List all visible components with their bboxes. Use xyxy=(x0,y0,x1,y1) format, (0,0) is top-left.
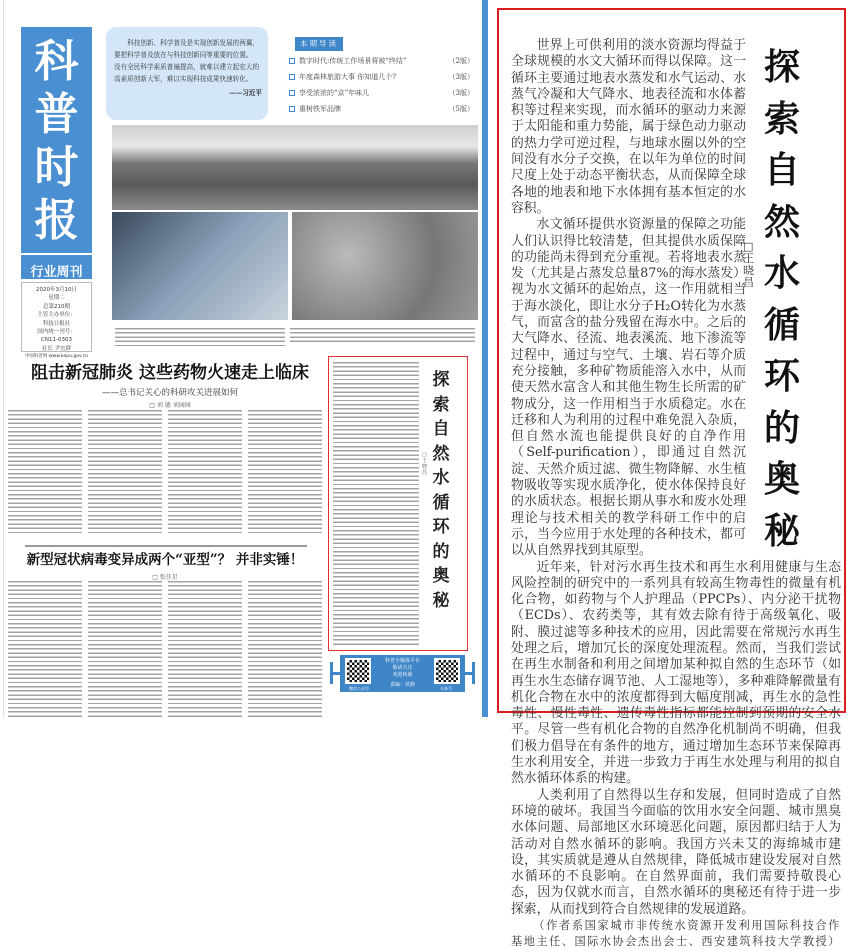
qr-connector xyxy=(472,662,475,684)
article-2-body xyxy=(8,581,322,717)
lunar-terrain-photo xyxy=(292,212,478,320)
headline-1[interactable]: 阻击新冠肺炎 这些药物火速走上临床 xyxy=(18,362,322,384)
feature-author xyxy=(743,241,757,289)
paragraph: 近年来，针对污水再生技术和再生水利用健康与生态风险控制的研究中的一系列具有较高生物毒性的微量有机化合物，如药物与个人护理品（PPCPs）、内分泌干扰物（ECDs）、农药类等，其有效去除有待于高级氧化、吸附、膜过滤等多种技术的应用，因此需要在常规污水再生处理之后，增加冗长的深度处理流程。然而，当我们尝试在再生水制备和利用之间增加某种拟自然的生态环节（如再生水生态储存调节池、人工湿地等），多种难降解微量有机化合物在水中的浓度都得到大幅度削减，再生水的急性毒性、慢性毒性、遗传毒性指标都能控制到预期的安全水平。尽管一些有机化合物的自然净化机制尚不明确，但我们极力倡导在有条件的地方，通过增加生态环节来保障再生水利用安全，并进一步致力于再生水处理与利用的拟自然水循环体系的构建。 xyxy=(511,559,841,787)
quote-line: 科技创新、科学普及是实现创新发展的两翼， xyxy=(127,39,260,47)
qr-platform: 科普全媒体平台 xyxy=(384,658,420,664)
subheadline-1: ——总书记关心的科研攻关进展如何 xyxy=(101,388,238,398)
author-name: 王晓昌 xyxy=(743,252,754,289)
wechat-qr-code[interactable] xyxy=(345,658,371,684)
guide-page: （3版） xyxy=(448,89,474,97)
qr-follow: 敬请关注 xyxy=(392,665,413,671)
guide-item[interactable] xyxy=(289,72,474,82)
guide-page: （2版） xyxy=(448,57,474,65)
inset-title: 探 索 自 然 水 循 环 的 奥 秘 xyxy=(432,370,450,611)
photo-caption-left xyxy=(115,328,285,348)
article-1-body xyxy=(8,410,322,536)
issue-number: 总第210期 xyxy=(43,303,70,310)
byline-2: □ 张佳星 xyxy=(152,574,178,581)
divider xyxy=(25,545,307,547)
headline-2[interactable]: 新型冠状病毒变异成两个“亚型”？ 并非实锤！ xyxy=(8,551,322,569)
quote-signature: ——习近平 xyxy=(229,89,262,97)
qr-editor: 责编：侯静 xyxy=(389,682,415,688)
paragraph: 水文循环提供水资源量的保障之功能人们认识得比较清楚，但其提供水质保障的功能尚未得到充分重视。若将地表水蒸发（尤其是占蒸发总量87%的海水蒸发）视为水文循环的起始点，这一作用就相当于海水淡化，即让水分子H₂O转化为水蒸气，而富含的盐分残留在海水中。之后的大气降水、径流、地表溪流、地下渗流等过程中，通过与空气、土壤、岩石等介质充分接触，多种矿物质能溶入水中，从而使天然水富含人和其他生物生长所需的矿物成分，这一作用相当于水质稳定。水在迁移和人为利用的过程中难免混入杂质，但自然水流也能提供良好的自净作用（Self-purification），即通过自然沉淀、天然介质过滤、微生物降解、水生植物吸收等实现水质净化，使水体保持良好的水质状态。根据长期从事水和废水处理理论与技术相关的教学科研工作中的启示，当今应用于水处理的各种技术，都可以从自然界找到其原型。 xyxy=(511,217,746,559)
quote-box xyxy=(106,27,268,120)
feature-article-zoom xyxy=(497,8,846,949)
toutiao-qr-code[interactable] xyxy=(434,658,460,684)
guide-title: 数字时代:传统工作场景将被“终结” xyxy=(299,57,407,65)
cn-label: 国内统一刊号： xyxy=(37,329,76,336)
lunar-surface-photo xyxy=(112,125,478,210)
feature-title: 探 索 自 然 水 循 环 的 奥 秘 xyxy=(763,46,800,552)
masthead-char: 科 xyxy=(34,36,79,87)
guide-page: （3版） xyxy=(448,73,474,81)
guide-item[interactable] xyxy=(289,88,474,98)
paragraph: 世界上可供利用的淡水资源均得益于全球规模的水文大循环而得以保障。这一循环主要通过地表水蒸发和水气运动、水蒸气冷凝和大气降水、地表径流和水体蓄积等过程来实现，而水循环的驱动力来源于太阳能和重力势能，属于绿色动力驱动的热力学可逆过程，与地球水圈以外的空间没有水分子交换，在以年为单位的时间尺度上处于动态平衡状态，从而保障全球各地的地表和地下水体拥有基本恒定的水容积。 xyxy=(511,38,746,216)
qr-repost: 欢迎转载 xyxy=(392,672,413,678)
qr-right-label: 头条号 xyxy=(440,686,452,691)
feature-body xyxy=(511,38,841,951)
guide-item[interactable] xyxy=(289,56,474,66)
cn-number: CN11-0303 xyxy=(41,337,72,344)
website: 中国科普网:www.kepu.gov.cn xyxy=(24,354,89,360)
byline-1: □ 刘 德 刘园园 xyxy=(149,402,191,409)
masthead-subtitle: 行业周刊 xyxy=(21,253,92,280)
guide-title: 重树铁军品牌 xyxy=(299,105,341,113)
masthead-char: 报 xyxy=(34,195,79,246)
guide-item[interactable] xyxy=(289,104,474,114)
paragraph: 人类利用了自然得以生存和发展，但同时造成了自然环境的破坏。我国当今面临的饮用水安全问题、城市黑臭水体问题、局部地区水环境恶化问题，原因都归结于人为活动对自然水循环的影响。我国方兴未艾的海绵城市建设，其实质就是遵从自然规律，降低城市建设发展对自然水循环的不良影响。在自然界面前，我们需要持敬畏心态，因为仅就水而言，自然水循环的奥秘还有待于进一步探索，从而找到符合自然规律的发展道路。 xyxy=(511,787,841,917)
masthead-char: 普 xyxy=(34,89,79,140)
issue-weekday: 星期二 xyxy=(48,295,65,302)
president: 社长 尹宏群 xyxy=(41,345,72,352)
guide-label: 本期导读 xyxy=(295,37,343,51)
author-note: （作者系国家城市非传统水资源开发利用国际科技合作基地主任、国际水协会杰出会士、西安建筑科技大学教授） xyxy=(511,919,841,949)
author-box-icon: □ xyxy=(743,240,754,253)
qr-left-label: 微信公众号 xyxy=(349,686,369,691)
page-edge-bar xyxy=(482,0,488,717)
checkbox-icon xyxy=(289,74,295,80)
researchers-photo xyxy=(112,212,288,320)
checkbox-icon xyxy=(289,58,295,64)
publisher-label: 主管主办单位： xyxy=(37,312,76,319)
guide-page: （5版） xyxy=(448,105,474,113)
quote-line: 没有全民科学素质普遍提高，就难以建立起宏大的 xyxy=(114,63,260,71)
issue-date: 2020年3月10日 xyxy=(36,287,77,293)
masthead-char: 时 xyxy=(34,142,79,193)
quote-line: 要把科学普及放在与科技创新同等重要的位置。 xyxy=(114,51,253,59)
publisher: 科技日报社 xyxy=(42,320,71,327)
feature-title-column xyxy=(743,38,841,552)
inset-body xyxy=(333,362,419,647)
guide-title: 享受浓浓的“京”年味儿 xyxy=(299,89,370,97)
inset-author: □ 王晓昌 xyxy=(422,452,428,476)
checkbox-icon xyxy=(289,106,295,112)
qr-banner xyxy=(340,655,465,692)
guide-title: 年度森林旅游大事 你知道几个? xyxy=(299,73,396,81)
masthead xyxy=(21,27,92,279)
qr-connector xyxy=(330,662,333,684)
photo-caption-right xyxy=(290,328,475,344)
quote-line: 高素质创新大军，难以实现科技成果快速转化。 xyxy=(114,75,253,83)
checkbox-icon xyxy=(289,90,295,96)
issue-info xyxy=(21,282,92,360)
